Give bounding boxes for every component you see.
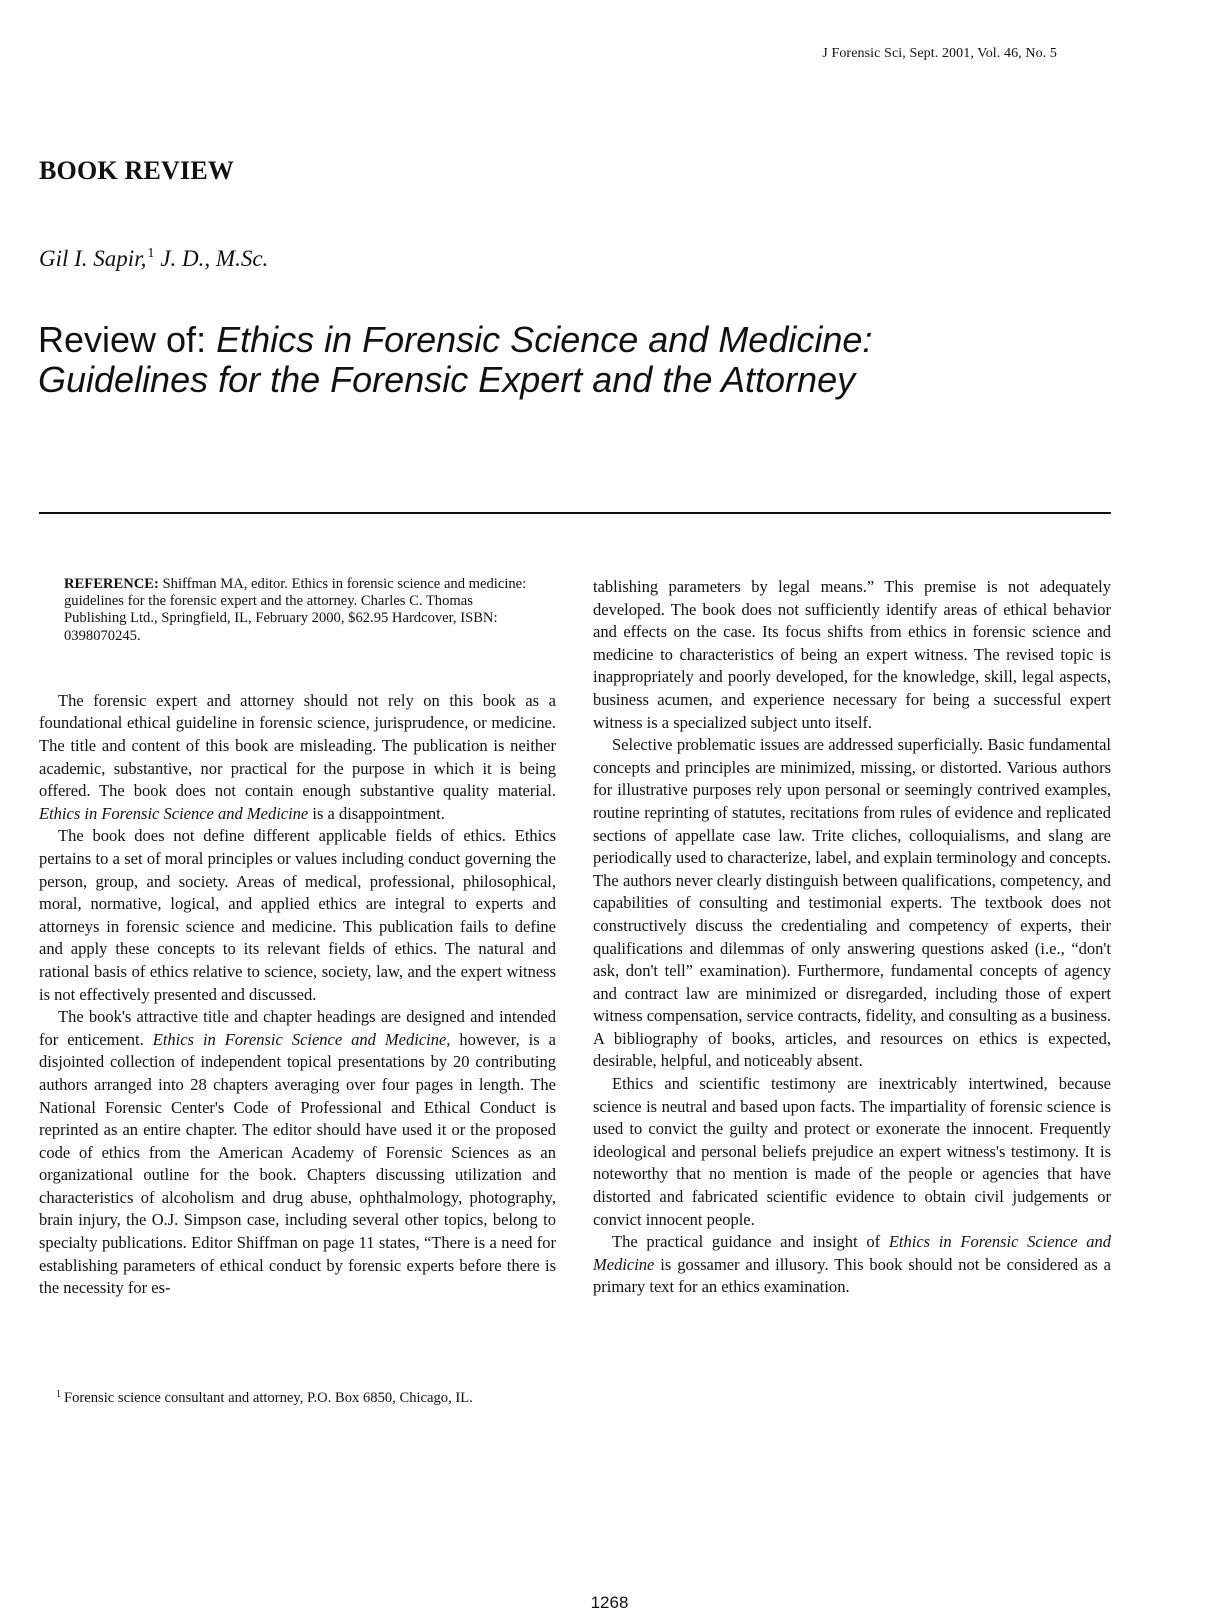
footnote <box>56 1389 576 1407</box>
paragraph-4: Selective problematic issues are addressed superficially. Basic fundamental concepts and principles are minimized, missing, or distorted. Various authors for illustrative purposes rely upon personal or seemingly contrived examples, routine reprinting of statutes, recitations from rules of evidence and replicated sections of appellate case law. Trite cliches, colloquialisms, and slang are periodically used to characterize, label, and explain terminology and concepts. The authors never clearly distinguish between qualifications, competency, and capabilities of consulting and testimonial experts. The textbook does not constructively discuss the credentialing and competency of experts, their qualifications and dilemmas of only answering questions asked (i.e., “don't ask, don't tell” examination). Furthermore, fundamental concepts of agency and contract law are minimized or disregarded, including those of expert witness compensation, service contracts, fidelity, and consulting as a business. A bibliography of books, articles, and resources on ethics is expected, desirable, helpful, and noticeably absent. <box>593 735 1111 1071</box>
title-rule <box>39 512 1111 514</box>
reference-label: REFERENCE: <box>64 576 159 592</box>
reference-block <box>64 576 532 645</box>
paragraph-2: The book does not define different applicable fields of ethics. Ethics pertains to a set of moral principles or values including conduct governing the person, group, and society. Areas of medical, professional, philosophical, moral, normative, logical, and applied ethics are integral to experts and attorneys in forensic science and medicine. This publication fails to define and apply these concepts to its relevant fields of ethics. The natural and rational basis of ethics relative to science, society, law, and the expert witness is not effectively presented and discussed. <box>39 826 556 1004</box>
p6-book-title: Ethics in Forensic Science and Medicine <box>593 1232 1111 1274</box>
section-label: BOOK REVIEW <box>39 156 235 185</box>
author-name: Gil I. Sapir, <box>39 246 147 271</box>
author-footnote-mark: 1 <box>147 246 155 261</box>
p3-text: The book's attractive title and chapter headings are designed and intended for enticement. <box>39 1007 556 1049</box>
author-line <box>39 246 268 272</box>
running-head: J Forensic Sci, Sept. 2001, Vol. 46, No. 5 <box>822 46 1057 61</box>
p3-text-end: however, is a disjointed collection of independent topical presentations by 20 contributing authors arranged into 28 chapters averaging over four pages in length. The National Forensic Center's Code of Professional and Ethical Conduct is reprinted as an entire chapter. The editor should have used it or the proposed code of ethics from the American Academy of Forensic Sciences as an organizational outline for the book. Chapters discussing utilization and characteristics of alcoholism and drug abuse, ophthalmology, photography, brain injury, the O.J. Simpson case, including several other topics, belong to specialty publications. Editor Shiffman on page 11 states, “There is a need for establishing parameters of ethical conduct by forensic experts before there is the necessity for es- <box>39 1029 557 1298</box>
p6-text: The practical guidance and insight of <box>612 1232 889 1252</box>
page-number: 1268 <box>590 1593 629 1612</box>
reference-text: Shiffman MA, editor. Ethics in forensic science and medicine: guidelines for the forensic expert and the attorney. Charles C. Thomas Publishing Ltd., Springfield, IL, February 2000, $62.95 Hardcover, ISBN: 0398070245. <box>64 576 527 644</box>
right-column <box>593 576 1111 1299</box>
footnote-text: Forensic science consultant and attorney, P.O. Box 6850, Chicago, IL. <box>64 1390 473 1406</box>
p6-text-end: is gossamer and illusory. This book should not be considered as a primary text for an ethics examination. <box>593 1254 1111 1297</box>
paragraph-5: Ethics and scientific testimony are inextricably intertwined, because science is neutral and based upon facts. The impartiality of forensic science is used to convict the guilty and protect or exonerate the innocent. Frequently ideological and personal beliefs prejudice an expert witness's testimony. It is noteworthy that no mention is made of the people or agencies that have distorted and fabricated scientific evidence to obtain civil judgements or convict innocent people. <box>593 1074 1111 1229</box>
p1-book-title: Ethics in Forensic Science and Medicine <box>39 803 309 823</box>
paragraph-3 <box>39 1006 556 1300</box>
left-column <box>39 576 556 1300</box>
author-degrees: J. D., M.Sc. <box>160 246 269 271</box>
p1-text: The forensic expert and attorney should not rely on this book as a foundational ethical guideline in forensic science, jurisprudence, or medicine. The title and content of this book are misleading. The publication is neither academic, substantive, nor practical for the purpose in which it is being offered. The book does not contain enough substantive quality material. <box>39 690 556 801</box>
paragraph-6 <box>593 1231 1111 1299</box>
p3-book-title: Ethics in Forensic Science and Medicine, <box>152 1029 451 1049</box>
paragraph-1 <box>39 690 556 826</box>
title-book: Ethics in Forensic Science and Medicine: Guidelines for the Forensic Expert and the Attorney <box>38 319 873 400</box>
article-title <box>38 320 898 400</box>
title-prefix: Review of: <box>38 319 217 360</box>
p1-text-end: is a disappointment. <box>308 803 445 823</box>
paragraph-3-continued: tablishing parameters by legal means.” This premise is not adequately developed. The book does not sufficiently identify areas of ethical behavior and effects on the case. Its focus shifts from ethics in forensic science and medicine to characteristics of being an expert witness. The revised topic is inappropriately and poorly developed, for the knowledge, skill, legal aspects, business acumen, and experience necessary for being a successful expert witness is a specialized subject unto itself. <box>593 577 1111 732</box>
footnote-mark: 1 <box>56 1389 61 1400</box>
left-body <box>39 690 556 1300</box>
